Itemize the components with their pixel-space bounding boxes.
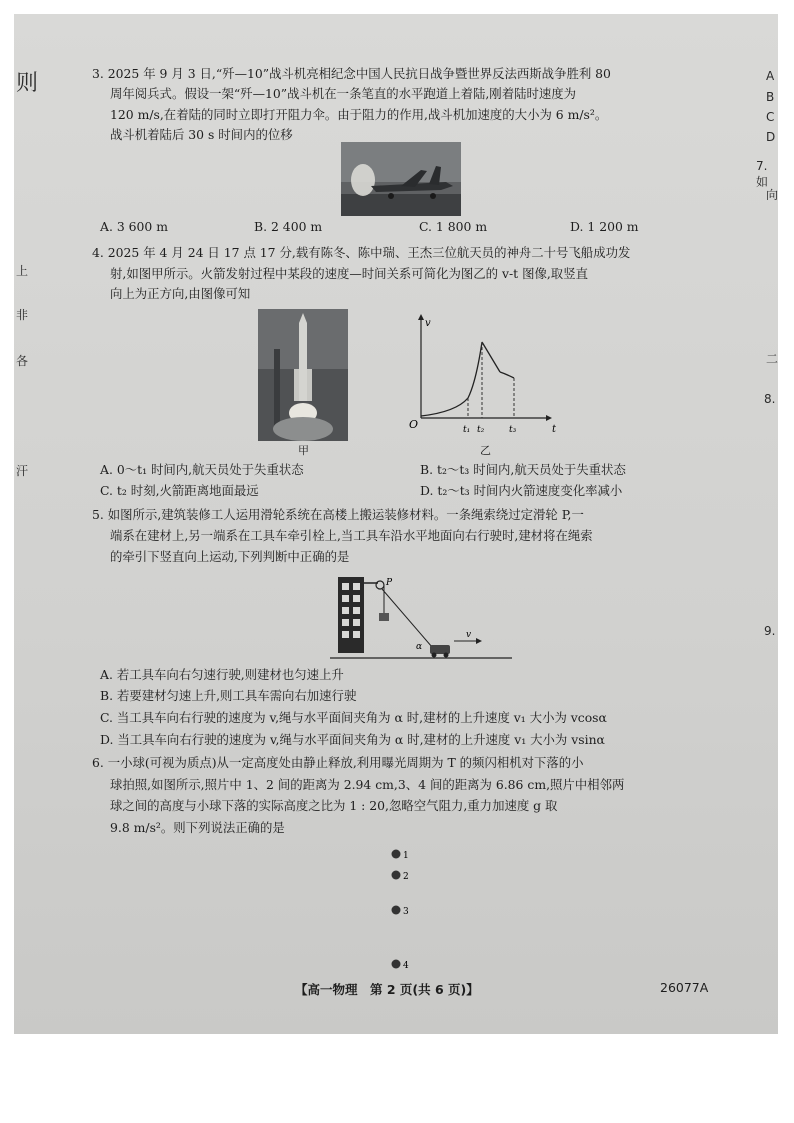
exam-page [14,14,778,1034]
graph-t2-label: t₂ [477,425,485,435]
right-margin-text: 7. 如 [756,159,769,189]
graph-origin-label: O [409,418,419,431]
ball-3 [392,906,401,915]
q6-text-line: 9.8 m/s²。则下列说法正确的是 [110,820,285,835]
q4-text-line: 4. 2025 年 4 月 24 日 17 点 17 分,载有陈冬、陈中瑞、王杰三位航天员的神舟二十号飞船成功发 [92,245,631,260]
right-margin-text: 二 [766,352,779,366]
graph-t-axis-label: t [552,424,556,435]
q6-text-line: 球之间的高度与小球下落的实际高度之比为 1 : 20,忽略空气阻力,重力加速度 g 取 [110,798,558,813]
angle-alpha-label: α [416,642,423,652]
ball-label: 4 [403,961,409,971]
rocket-launch-photo [258,309,348,441]
q3-text-line: 战斗机着陆后 30 s 时间内的位移 [110,127,293,142]
vt-graph [406,312,556,438]
q5-text-line: 5. 如图所示,建筑装修工人运用滑轮系统在高楼上搬运装修材料。一条绳索绕过定滑轮 P,一 [92,507,584,522]
q5-option-c: C. 当工具车向右行驶的速度为 v,绳与水平面间夹角为 α 时,建材的上升速度 v₁ 大小为 vcosα [100,710,607,725]
q4-option-a: A. 0～t₁ 时间内,航天员处于失重状态 [100,462,304,477]
graph-t1-label: t₁ [463,425,471,435]
right-margin-text: C [766,110,775,124]
ball-label: 3 [403,907,409,917]
graph-t3-label: t₃ [509,425,517,435]
q5-option-d: D. 当工具车向右行驶的速度为 v,绳与水平面间夹角为 α 时,建材的上升速度 v₁ 大小为 vsinα [100,732,605,747]
left-margin-char: 则 [16,71,39,96]
ball-label: 1 [403,851,409,861]
q5-text-line: 的牵引下竖直向上运动,下列判断中正确的是 [110,549,350,564]
right-margin-text: D [766,130,776,144]
q3-text-line: 3. 2025 年 9 月 3 日,“歼—10”战斗机亮相纪念中国人民抗日战争暨世界反法西斯战争胜利 80 [92,66,611,81]
figure-label-jia: 甲 [298,444,309,457]
ball-label: 2 [403,872,409,882]
right-margin-text: 向 [766,188,779,202]
ball-1 [392,850,401,859]
pulley-p-label: P [386,578,393,588]
ball-2 [392,871,401,880]
q3-option-b: B. 2 400 m [254,219,323,234]
q4-option-c: C. t₂ 时刻,火箭距离地面最远 [100,483,259,498]
q5-option-a: A. 若工具车向右匀速行驶,则建材也匀速上升 [100,667,344,682]
right-margin-text: B [766,90,775,104]
strobe-balls-figure [386,846,426,976]
q3-text-line: 周年阅兵式。假设一架“歼—10”战斗机在一条笔直的水平跑道上着陆,刚着陆时速度为 [110,86,577,101]
q5-option-b: B. 若要建材匀速上升,则工具车需向右加速行驶 [100,688,357,703]
q3-text-line: 120 m/s,在着陆的同时立即打开阻力伞。由于阻力的作用,战斗机加速度的大小为 6 m/s²。 [110,107,608,122]
q4-text-line: 射,如图甲所示。火箭发射过程中某段的速度—时间关系可简化为图乙的 v-t 图像,取竖直 [110,266,588,281]
paper-code: 26077A [660,980,709,995]
q4-option-b: B. t₂～t₃ 时间内,航天员处于失重状态 [420,462,626,477]
right-margin-text: 9. [764,624,776,638]
q3-option-a: A. 3 600 m [100,219,168,234]
ball-4 [392,960,401,969]
right-margin-text: A [766,69,775,83]
q5-text-line: 端系在建材上,另一端系在工具车牵引栓上,当工具车沿水平地面向右行驶时,建材将在绳索 [110,528,593,543]
left-margin-char: 上 [16,264,29,278]
right-margin-text: 8. [764,392,776,406]
q4-option-d: D. t₂～t₃ 时间内火箭速度变化率减小 [420,483,623,498]
q6-text-line: 6. 一小球(可视为质点)从一定高度处由静止释放,利用曝光周期为 T 的频闪相机对下落的小 [92,755,584,770]
fighter-jet-photo [341,142,461,216]
velocity-v-label: v [466,630,472,640]
graph-v-axis-label: v [425,318,431,329]
left-margin-char: 非 [16,308,29,322]
q3-option-c: C. 1 800 m [419,219,488,234]
q6-text-line: 球拍照,如图所示,照片中 1、2 间的距离为 2.94 cm,3、4 间的距离为 6.86 cm,照片中相邻两 [110,777,625,792]
figure-label-yi: 乙 [480,444,491,457]
page-footer: 【高一物理 第 2 页(共 6 页)】 [295,982,479,997]
q3-option-d: D. 1 200 m [570,219,639,234]
left-margin-char: 汗 [16,464,29,478]
q4-text-line: 向上为正方向,由图像可知 [110,286,251,301]
left-margin-char: 各 [16,354,29,368]
pulley-diagram [326,571,516,661]
